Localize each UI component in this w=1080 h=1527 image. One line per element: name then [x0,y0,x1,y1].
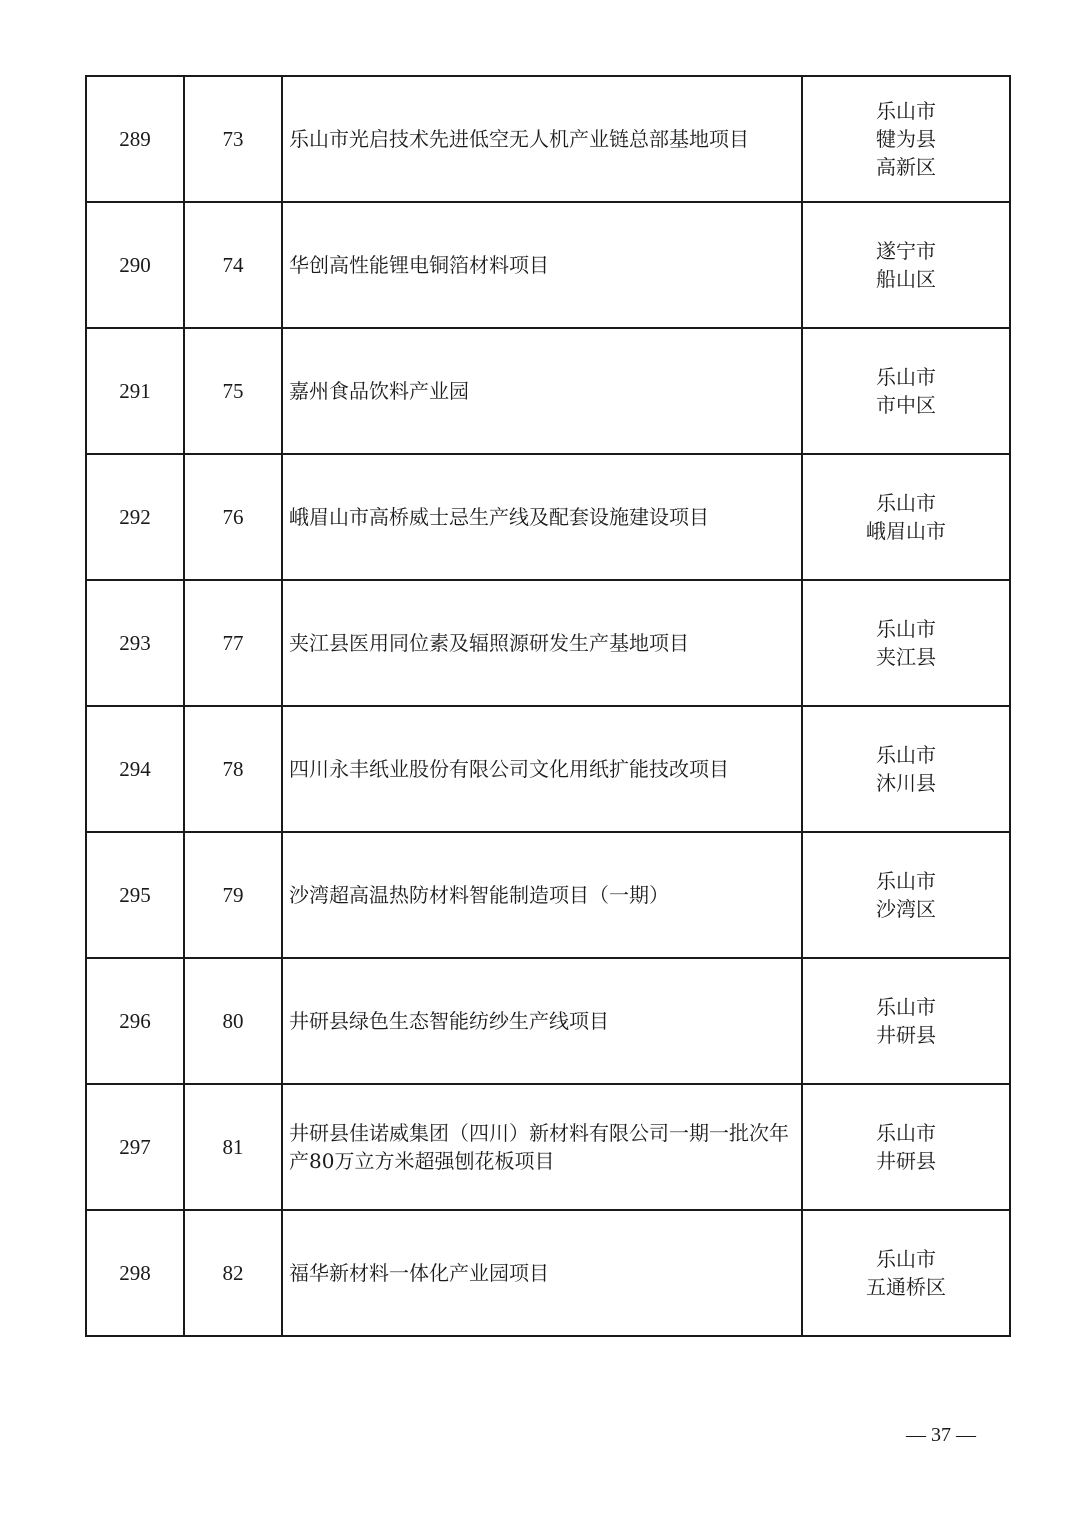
project-name: 华创高性能锂电铜箔材料项目 [289,253,549,277]
location-cell [802,1084,1010,1210]
sequence-number: 292 [119,505,151,529]
category-number-cell [184,76,282,202]
sequence-cell [86,76,184,202]
location-line: 犍为县 [876,127,936,151]
project-name-cell [282,832,802,958]
project-name-cell [282,958,802,1084]
sequence-number: 294 [119,757,151,781]
category-number-cell [184,832,282,958]
location-line: 乐山市 [876,617,936,641]
location-cell [802,1210,1010,1336]
location-line: 沐川县 [876,771,936,795]
location-cell [802,202,1010,328]
sequence-number: 293 [119,631,151,655]
category-number: 76 [222,505,244,529]
sequence-number: 298 [119,1261,151,1285]
category-number-cell [184,1210,282,1336]
project-name-cell [282,328,802,454]
category-number-cell [184,202,282,328]
category-number: 73 [222,127,244,151]
project-name: 沙湾超高温热防材料智能制造项目（一期） [289,883,669,907]
table-row [86,580,1010,706]
sequence-cell [86,958,184,1084]
project-name: 夹江县医用同位素及辐照源研发生产基地项目 [289,631,689,655]
location-line: 遂宁市 [876,239,936,263]
page-number: — 37 — [906,1424,976,1446]
project-name: 四川永丰纸业股份有限公司文化用纸扩能技改项目 [289,757,729,781]
sequence-cell [86,328,184,454]
project-name: 峨眉山市高桥威士忌生产线及配套设施建设项目 [289,505,709,529]
category-number-cell [184,1084,282,1210]
project-name-cell [282,454,802,580]
location-cell [802,706,1010,832]
location-cell [802,454,1010,580]
project-table-body [86,76,1010,1336]
project-table [85,75,1011,1337]
location-line: 高新区 [876,155,936,179]
table-row [86,1084,1010,1210]
sequence-cell [86,832,184,958]
category-number: 81 [222,1135,244,1159]
project-name: 井研县绿色生态智能纺纱生产线项目 [289,1009,609,1033]
project-name: 乐山市光启技术先进低空无人机产业链总部基地项目 [289,127,749,151]
location-line: 乐山市 [876,365,936,389]
location-line: 井研县 [876,1149,936,1173]
category-number: 74 [222,253,244,277]
category-number-cell [184,328,282,454]
category-number-cell [184,958,282,1084]
category-number-cell [184,580,282,706]
location-line: 乐山市 [876,995,936,1019]
sequence-cell [86,202,184,328]
location-line: 市中区 [876,393,936,417]
table-row [86,76,1010,202]
location-line: 乐山市 [876,743,936,767]
location-line: 夹江县 [876,645,936,669]
location-line: 乐山市 [876,491,936,515]
category-number: 78 [222,757,244,781]
category-number: 75 [222,379,244,403]
category-number-cell [184,454,282,580]
project-name-cell [282,1084,802,1210]
table-row [86,958,1010,1084]
category-number: 77 [222,631,244,655]
location-cell [802,958,1010,1084]
table-row [86,202,1010,328]
category-number: 79 [222,883,244,907]
sequence-number: 291 [119,379,151,403]
category-number-cell [184,706,282,832]
sequence-number: 297 [119,1135,151,1159]
sequence-cell [86,1084,184,1210]
location-cell [802,832,1010,958]
project-name: 嘉州食品饮料产业园 [289,379,469,403]
sequence-number: 290 [119,253,151,277]
project-name: 福华新材料一体化产业园项目 [289,1261,549,1285]
sequence-cell [86,580,184,706]
table-row [86,328,1010,454]
location-cell [802,328,1010,454]
project-name-cell [282,706,802,832]
location-cell [802,580,1010,706]
location-line: 五通桥区 [866,1275,946,1299]
location-line: 乐山市 [876,1247,936,1271]
table-row [86,832,1010,958]
location-line: 乐山市 [876,99,936,123]
sequence-number: 295 [119,883,151,907]
category-number: 80 [222,1009,244,1033]
project-name-cell [282,76,802,202]
location-line: 峨眉山市 [866,519,946,543]
location-line: 乐山市 [876,1121,936,1145]
sequence-cell [86,1210,184,1336]
table-row [86,706,1010,832]
table-row [86,454,1010,580]
project-name-cell [282,1210,802,1336]
location-line: 沙湾区 [876,897,936,921]
sequence-number: 296 [119,1009,151,1033]
category-number: 82 [222,1261,244,1285]
project-name-cell [282,580,802,706]
sequence-number: 289 [119,127,151,151]
location-line: 船山区 [876,267,936,291]
location-line: 井研县 [876,1023,936,1047]
table-row [86,1210,1010,1336]
location-cell [802,76,1010,202]
project-name-cell [282,202,802,328]
project-name: 井研县佳诺威集团（四川）新材料有限公司一期一批次年产80万立方米超强刨花板项目 [289,1121,789,1173]
sequence-cell [86,454,184,580]
location-line: 乐山市 [876,869,936,893]
sequence-cell [86,706,184,832]
